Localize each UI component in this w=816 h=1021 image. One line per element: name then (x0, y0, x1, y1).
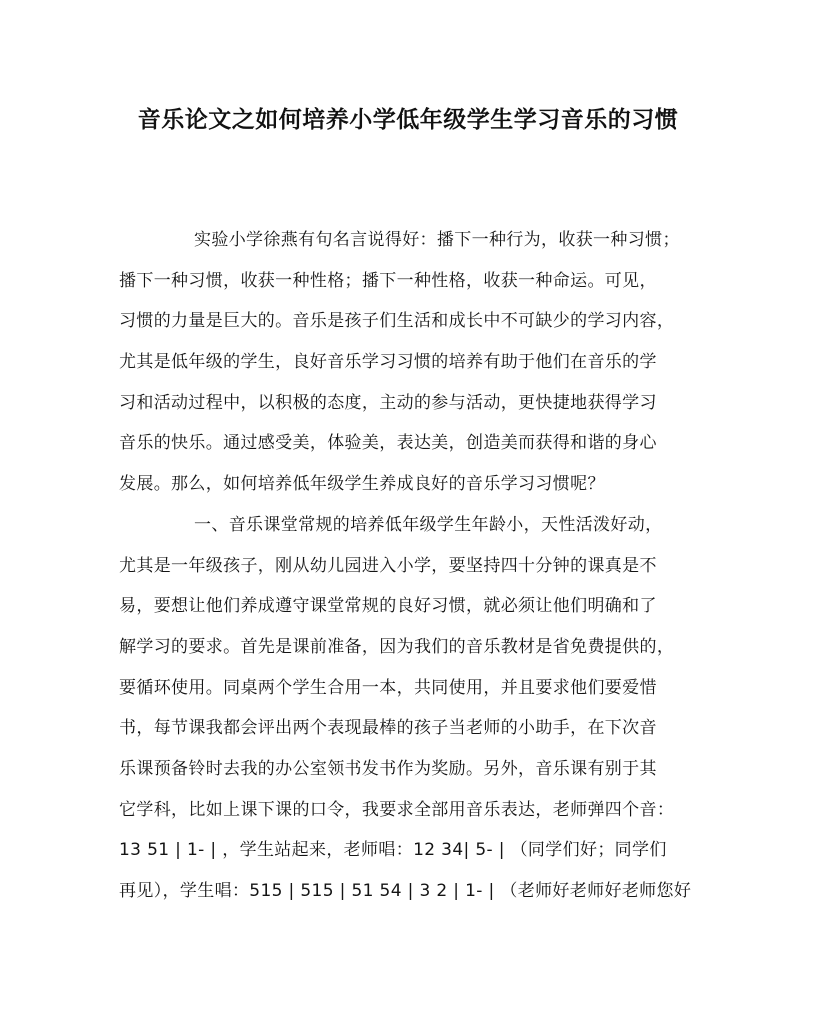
text-line: 发展。那么，如何培养低年级学生养成良好的音乐学习习惯呢？ (119, 474, 605, 495)
text-line: 实验小学徐燕有句名言说得好：播下一种行为，收获一种习惯； (194, 230, 680, 250)
text-line: 一、音乐课堂常规的培养低年级学生年龄小，天性活泼好动， (194, 514, 663, 535)
text-line: 要循环使用。同桌两个学生合用一本，共同使用，并且要求他们要爱惜 (119, 677, 657, 698)
text-line: 习惯的力量是巨大的。音乐是孩子们生活和成长中不可缺少的学习内容， (119, 311, 675, 332)
body-text (119, 220, 699, 912)
text-line: 习和活动过程中，以积极的态度，主动的参与活动，更快捷地获得学习 (119, 392, 657, 413)
text-line: 音乐的快乐。通过感受美，体验美，表达美，创造美而获得和谐的身心 (119, 433, 657, 454)
text-line: 乐课预备铃时去我的办公室领书发书作为奖励。另外，音乐课有别于其 (119, 758, 657, 779)
text-line: 尤其是低年级的学生，良好音乐学习习惯的培养有助于他们在音乐的学 (119, 352, 657, 373)
text-line: 易，要想让他们养成遵守课堂常规的良好习惯，就必须让他们明确和了 (119, 596, 657, 617)
text-line: 解学习的要求。首先是课前准备，因为我们的音乐教材是省免费提供的， (119, 636, 675, 657)
text-line: 它学科，比如上课下课的口令，我要求全部用音乐表达，老师弹四个音： (119, 799, 675, 820)
page-title: 音乐论文之如何培养小学低年级学生学习音乐的习惯 (137, 106, 679, 133)
text-line: 播下一种习惯，收获一种性格；播下一种性格，收获一种命运。可见， (119, 270, 657, 291)
text-line: 再见），学生唱：515 | 515 | 51 54 | 3 2 | 1- | （老师好老师好老师您好 (119, 881, 692, 901)
text-line: 13 51 | 1- | ，学生站起来，老师唱：12 34| 5- | （同学们好；同学们 (119, 840, 667, 861)
text-line: 尤其是一年级孩子，刚从幼儿园进入小学，要坚持四十分钟的课真是不 (119, 555, 657, 576)
text-line: 书，每节课我都会评出两个表现最棒的孩子当老师的小助手，在下次音 (119, 718, 657, 739)
